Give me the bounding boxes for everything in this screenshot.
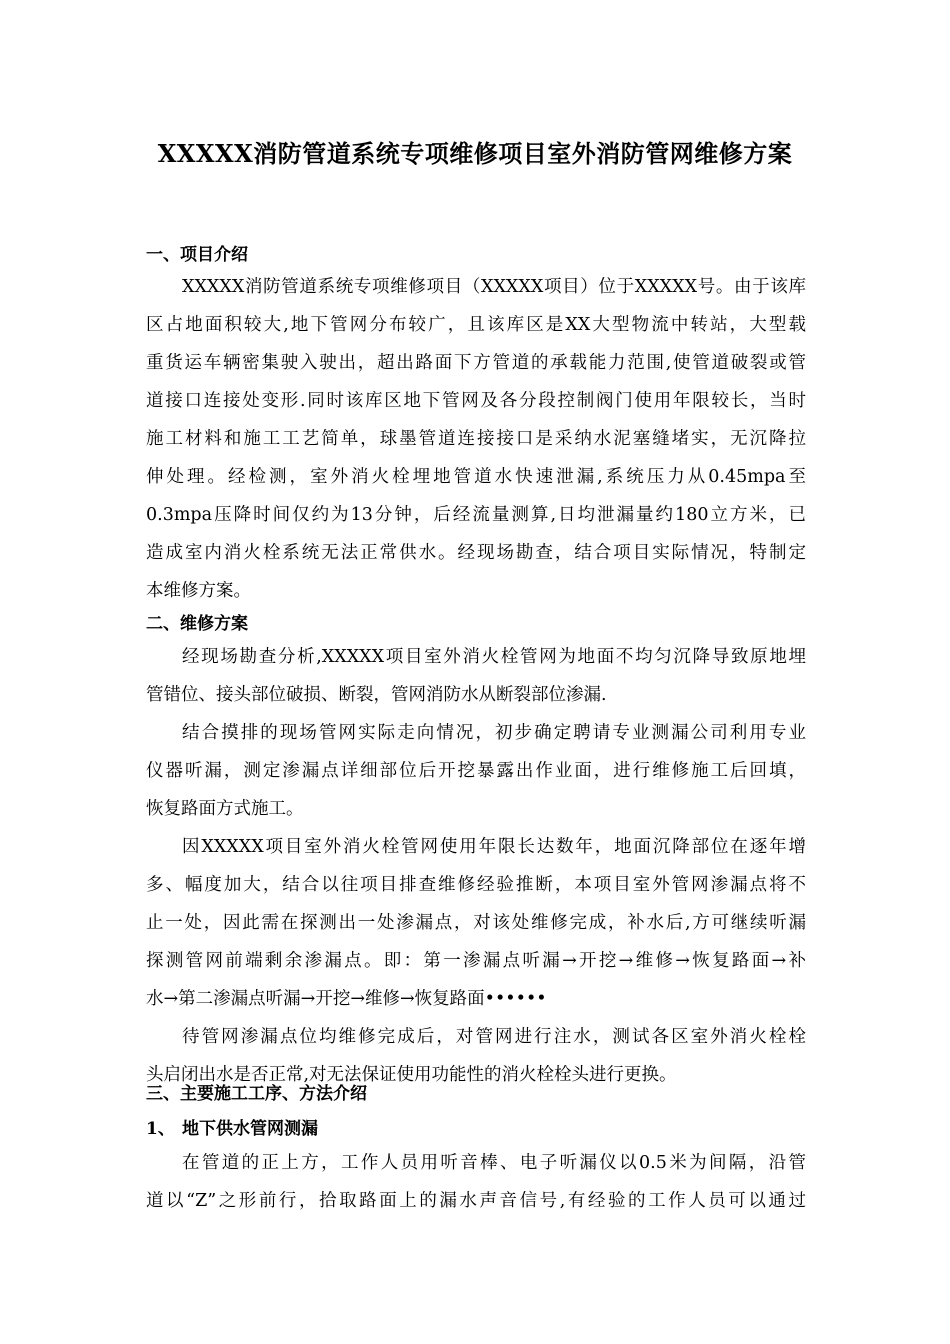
paragraph-line: 在管道的正上方，工作人员用听音棒、电子听漏仪以0.5米为间隔，沿管 [182,1153,806,1173]
paragraph-line: 本维修方案。 [146,581,251,601]
paragraph-line: 重货运车辆密集驶入驶出，超出路面下方管道的承载能力范围,使管道破裂或管 [146,353,806,373]
paragraph-line: 管错位、接头部位破损、断裂，管网消防水从断裂部位渗漏. [146,685,607,705]
paragraph-line: 恢复路面方式施工。 [146,799,304,819]
paragraph-line: 止一处，因此需在探测出一处渗漏点，对该处维修完成，补水后,方可继续听漏 [146,913,806,933]
section-heading-intro: 一、项目介绍 [146,245,248,265]
paragraph-line: 探测管网前端剩余渗漏点。即：第一渗漏点听漏→开挖→维修→恢复路面→补 [146,951,806,971]
paragraph-line: 道以“Z”之形前行，拾取路面上的漏水声音信号,有经验的工作人员可以通过 [146,1191,806,1211]
paragraph-line: 结合摸排的现场管网实际走向情况，初步确定聘请专业测漏公司利用专业 [182,723,806,743]
paragraph-line: 道接口连接处变形.同时该库区地下管网及各分段控制阀门使用年限较长，当时 [146,391,806,411]
paragraph-line: 仪器听漏，测定渗漏点详细部位后开挖暴露出作业面，进行维修施工后回填， [146,761,806,781]
paragraph-line: 多、幅度加大，结合以往项目排查维修经验推断，本项目室外管网渗漏点将不 [146,875,806,895]
subsection-title: 地下供水管网测漏 [182,1119,318,1139]
paragraph-line: 头启闭出水是否正常,对无法保证使用功能性的消火栓栓头进行更换。 [146,1065,677,1085]
paragraph-line: 区占地面积较大,地下管网分布较广，且该库区是XX大型物流中转站，大型载 [146,315,806,335]
paragraph-line: 造成室内消火栓系统无法正常供水。经现场勘查，结合项目实际情况，特制定 [146,543,806,563]
paragraph-line: 因XXXXX项目室外消火栓管网使用年限长达数年，地面沉降部位在逐年增 [182,837,806,857]
paragraph-line: 水→第二渗漏点听漏→开挖→维修→恢复路面•••••• [146,989,547,1009]
section-heading-plan: 二、维修方案 [146,614,248,634]
subsection-number: 1、 [146,1119,175,1139]
paragraph-line: 经现场勘查分析,XXXXX项目室外消火栓管网为地面不均匀沉降导致原地埋 [182,647,806,667]
paragraph-line: 0.3mpa压降时间仅约为13分钟，后经流量测算,日均泄漏量约180立方米，已 [146,505,806,525]
paragraph-line: 伸处理。经检测，室外消火栓埋地管道水快速泄漏,系统压力从0.45mpa至 [146,467,806,487]
document-title: XXXXX消防管道系统专项维修项目室外消防管网维修方案 [157,139,793,168]
subsection-heading [146,1114,318,1139]
section-heading-procedures: 三、主要施工工序、方法介绍 [146,1084,367,1104]
paragraph-line: 施工材料和施工工艺简单，球墨管道连接接口是采纳水泥塞缝堵实，无沉降拉 [146,429,806,449]
paragraph-line: XXXXX消防管道系统专项维修项目（XXXXX项目）位于XXXXX号。由于该库 [182,277,806,297]
paragraph-line: 待管网渗漏点位均维修完成后，对管网进行注水，测试各区室外消火栓栓 [182,1027,806,1047]
